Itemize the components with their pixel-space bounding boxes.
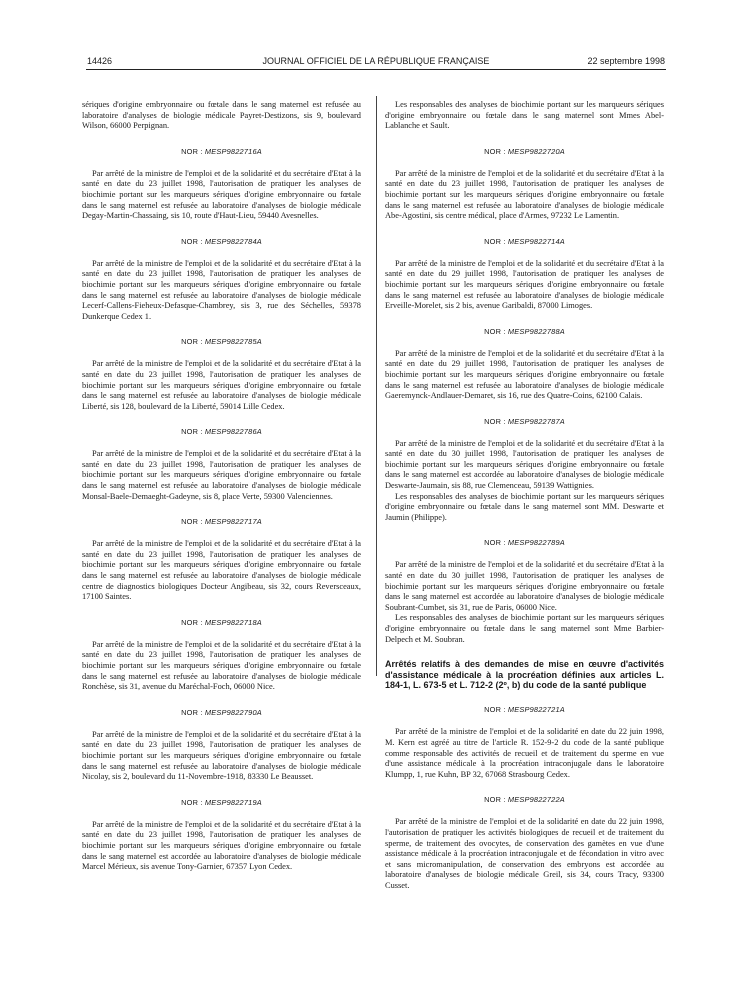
responsables-text: Les responsables des analyses de biochimie portant sur les marqueurs sériques d'origine embryonnaire ou fœtale dans le sang maternel sont Mme Barbier-Delpech et M. Soubran. — [385, 613, 664, 644]
decree-text: Par arrêté de la ministre de l'emploi et de la solidarité et du secrétaire d'Etat à la santé en date du 23 juillet 1998, l'autorisation de pratiquer les analyses de biochimie portant sur les marqueurs sériques d'origine embryonnaire ou fœtale dans le sang maternel est refusée au laboratoire d'analyses de biologie médicale Nicolay, sis 2, boulevard du 11-Novembre-1918, 83330 Le Beausset. — [82, 729, 361, 782]
decree-text: Par arrêté de la ministre de l'emploi et de la solidarité en date du 22 juin 1998, l'autorisation de pratiquer les activités biologiques de recueil et de traitement du sperme, de traitement des ovocytes, de conservation des gamètes en vue d'une assistance médicale à la procréation intraconjugale et de fécondation in vitro avec et sans micromanipulation, de conservation des embryons est accordée au laboratoire d'analyses de biologie médicale Greil, sis 34, cours Tracy, 93300 Cusset. — [385, 817, 664, 890]
nor-code: MESP9822718A — [204, 617, 262, 627]
nor-code: MESP9822714A — [507, 236, 565, 246]
issue-date: 22 septembre 1998 — [587, 56, 665, 66]
nor-code: MESP9822720A — [507, 146, 565, 156]
left-column — [82, 100, 361, 873]
nor-reference — [82, 147, 361, 156]
decree-text: Par arrêté de la ministre de l'emploi et de la solidarité et du secrétaire d'Etat à la santé en date du 30 juillet 1998, l'autorisation de pratiquer les analyses de biochimie portant sur les marqueurs sériques d'origine embryonnaire ou fœtale dans le sang maternel est accordée au laboratoire d'analyses de biologie médicale Soubrant-Cumbet, sis 31, rue de Paris, 06000 Nice. — [385, 560, 664, 612]
nor-label: NOR : — [181, 427, 203, 437]
nor-code: MESP9822785A — [204, 337, 262, 347]
nor-label: NOR : — [181, 517, 203, 527]
nor-label: NOR : — [181, 617, 203, 627]
right-column — [385, 100, 664, 892]
nor-label: NOR : — [484, 538, 506, 548]
decree-text: Par arrêté de la ministre de l'emploi et de la solidarité et du secrétaire d'Etat à la santé en date du 23 juillet 1998, l'autorisation de pratiquer les analyses de biochimie portant sur les marqueurs sériques d'origine embryonnaire ou fœtale dans le sang maternel est refusée au laboratoire d'analyses de biologie médicale centre de diagnostics biologiques Docteur Angibeau, sis 32, cours Reversceaux, 17100 Saintes. — [82, 539, 361, 602]
nor-reference — [82, 798, 361, 807]
right-entries — [385, 147, 664, 645]
decree-text: Par arrêté de la ministre de l'emploi et de la solidarité et du secrétaire d'Etat à la santé en date du 29 juillet 1998, l'autorisation de pratiquer les analyses de biochimie portant sur les marqueurs sériques d'origine embryonnaire ou fœtale dans le sang maternel est refusée au laboratoire d'analyses de biologie médicale Erveille-Morelet, sis 2 bis, avenue Garibaldi, 87000 Limoges. — [385, 258, 664, 311]
nor-label: NOR : — [484, 146, 506, 156]
nor-reference — [385, 327, 664, 336]
nor-reference — [385, 795, 664, 804]
nor-reference — [385, 538, 664, 547]
responsables-text: Les responsables des analyses de biochimie portant sur les marqueurs sériques d'origine embryonnaire ou fœtale dans le sang maternel sont MM. Deswarte et Jaumin (Philippe). — [385, 491, 664, 522]
nor-code: MESP9822786A — [204, 427, 262, 437]
nor-label: NOR : — [484, 416, 506, 426]
nor-code: MESP9822717A — [204, 517, 262, 527]
nor-label: NOR : — [484, 326, 506, 336]
page-number: 14426 — [87, 56, 113, 66]
nor-reference — [82, 517, 361, 526]
decree-text: Par arrêté de la ministre de l'emploi et de la solidarité et du secrétaire d'Etat à la santé en date du 23 juillet 1998, l'autorisation de pratiquer les analyses de biochimie portant sur les marqueurs sériques d'origine embryonnaire ou fœtale dans le sang maternel est refusée au laboratoire d'analyses de biologie médicale Ronchèse, sis 31, avenue du Maréchal-Foch, 06000 Nice. — [82, 639, 361, 692]
decree-text: Par arrêté de la ministre de l'emploi et de la solidarité et du secrétaire d'Etat à la santé en date du 23 juillet 1998, l'autorisation de pratiquer les analyses de biochimie portant sur les marqueurs sériques d'origine embryonnaire ou fœtale dans le sang maternel est refusée au laboratoire d'analyses de biologie médicale Degay-Martin-Chassaing, sis 10, route d'Haut-Lieu, 59440 Avesnelles. — [82, 168, 361, 221]
section-title: Arrêtés relatifs à des demandes de mise en œuvre d'activités d'assistance médicale à la procréation définies aux articles L. 184-1, L. 673-5 et L. 712-2 (2º, b) du code de la santé publique — [385, 659, 664, 690]
page-header — [87, 56, 665, 70]
nor-label: NOR : — [181, 707, 203, 717]
header-rule — [86, 69, 666, 70]
nor-code: MESP9822789A — [507, 538, 565, 548]
nor-reference — [82, 337, 361, 346]
nor-label: NOR : — [484, 705, 506, 715]
nor-code: MESP9822722A — [507, 795, 565, 805]
decree-text: Par arrêté de la ministre de l'emploi et de la solidarité et du secrétaire d'Etat à la santé en date du 23 juillet 1998, l'autorisation de pratiquer les analyses de biochimie portant sur les marqueurs sériques d'origine embryonnaire ou fœtale dans le sang maternel est refusée au laboratoire d'analyses de biologie médicale Monsal-Baele-Demaeght-Gadeyne, sis 8, place Verte, 59300 Valenciennes. — [82, 449, 361, 501]
nor-reference — [82, 237, 361, 246]
decree-text: Par arrêté de la ministre de l'emploi et de la solidarité et du secrétaire d'Etat à la santé en date du 23 juillet 1998, l'autorisation de pratiquer les analyses de biochimie portant sur les marqueurs sériques d'origine embryonnaire ou fœtale dans le sang maternel est refusée au laboratoire d'analyses de biologie médicale Abe-Agostini, sis centre médical, place d'Armes, 97232 Le Lamentin. — [385, 168, 664, 221]
nor-label: NOR : — [484, 795, 506, 805]
nor-reference — [82, 708, 361, 717]
nor-reference — [385, 417, 664, 426]
nor-reference — [82, 618, 361, 627]
nor-code: MESP9822716A — [204, 146, 262, 156]
nor-code: MESP9822784A — [204, 236, 262, 246]
nor-reference — [385, 237, 664, 246]
journal-title: JOURNAL OFFICIEL DE LA RÉPUBLIQUE FRANÇAISE — [262, 56, 490, 66]
column-divider — [376, 96, 377, 676]
nor-reference — [385, 147, 664, 156]
decree-text: Par arrêté de la ministre de l'emploi et de la solidarité en date du 22 juin 1998, M. Kern est agréé au titre de l'article R. 152-9-2 du code de la santé publique comme responsable des activités de recueil et de traitement du sperme en vue d'une assistance médicale à la procréation intraconjugale dans le laboratoire Klumpp, 1, rue Kuhn, BP 32, 67068 Strasbourg Cedex. — [385, 727, 664, 779]
continuation-text: sériques d'origine embryonnaire ou fœtale dans le sang maternel est refusée au laboratoire d'analyses de biologie médicale Payret-Destizons, sis 9, boulevard Wilson, 66000 Perpignan. — [82, 100, 361, 131]
nor-label: NOR : — [181, 236, 203, 246]
nor-label: NOR : — [484, 236, 506, 246]
nor-code: MESP9822719A — [204, 797, 262, 807]
decree-text: Par arrêté de la ministre de l'emploi et de la solidarité et du secrétaire d'Etat à la santé en date du 29 juillet 1998, l'autorisation de pratiquer les analyses de biochimie portant sur les marqueurs sériques d'origine embryonnaire ou fœtale dans le sang maternel est refusée au laboratoire d'analyses de biologie médicale Gaeremynck-Andlauer-Demaret, sis 16, rue des Quatre-Coins, 62100 Calais. — [385, 348, 664, 401]
nor-label: NOR : — [181, 146, 203, 156]
nor-code: MESP9822787A — [507, 416, 565, 426]
nor-label: NOR : — [181, 797, 203, 807]
decree-text: Par arrêté de la ministre de l'emploi et de la solidarité et du secrétaire d'Etat à la santé en date du 23 juillet 1998, l'autorisation de pratiquer les analyses de biochimie portant sur les marqueurs sériques d'origine embryonnaire ou fœtale dans le sang maternel est accordée au laboratoire d'analyses de biologie médicale Marcel Mérieux, sis avenue Tony-Garnier, 67357 Lyon Cedex. — [82, 819, 361, 872]
decree-text: Par arrêté de la ministre de l'emploi et de la solidarité et du secrétaire d'Etat à la santé en date du 23 juillet 1998, l'autorisation de pratiquer les analyses de biochimie portant sur les marqueurs sériques d'origine embryonnaire ou fœtale dans le sang maternel est refusée au laboratoire d'analyses de biologie médicale Lecerf-Callens-Fieheux-Defasque-Chambrey, sis 3, rue des Séchelles, 59378 Dunkerque Cedex 1. — [82, 258, 361, 321]
continuation-text: Les responsables des analyses de biochimie portant sur les marqueurs sériques d'origine embryonnaire ou fœtale dans le sang maternel sont Mmes Abel-Lablanche et Sault. — [385, 100, 664, 131]
nor-code: MESP9822788A — [507, 326, 565, 336]
section-entries — [385, 705, 664, 891]
nor-label: NOR : — [181, 337, 203, 347]
nor-code: MESP9822721A — [507, 705, 565, 715]
left-entries — [82, 147, 361, 873]
nor-code: MESP9822790A — [204, 707, 262, 717]
decree-text: Par arrêté de la ministre de l'emploi et de la solidarité et du secrétaire d'Etat à la santé en date du 30 juillet 1998, l'autorisation de pratiquer les analyses de biochimie portant sur les marqueurs sériques d'origine embryonnaire ou fœtale dans le sang maternel est accordée au laboratoire d'analyses de biologie médicale Deswarte-Jaumain, sis 88, rue Clemenceau, 59139 Wattignies. — [385, 438, 664, 491]
nor-reference — [385, 705, 664, 714]
decree-text: Par arrêté de la ministre de l'emploi et de la solidarité et du secrétaire d'Etat à la santé en date du 23 juillet 1998, l'autorisation de pratiquer les analyses de biochimie portant sur les marqueurs sériques d'origine embryonnaire ou fœtale dans le sang maternel est refusée au laboratoire d'analyses de biologie médicale Liberté, sis 128, boulevard de la Liberté, 59014 Lille Cedex. — [82, 359, 361, 411]
nor-reference — [82, 427, 361, 436]
